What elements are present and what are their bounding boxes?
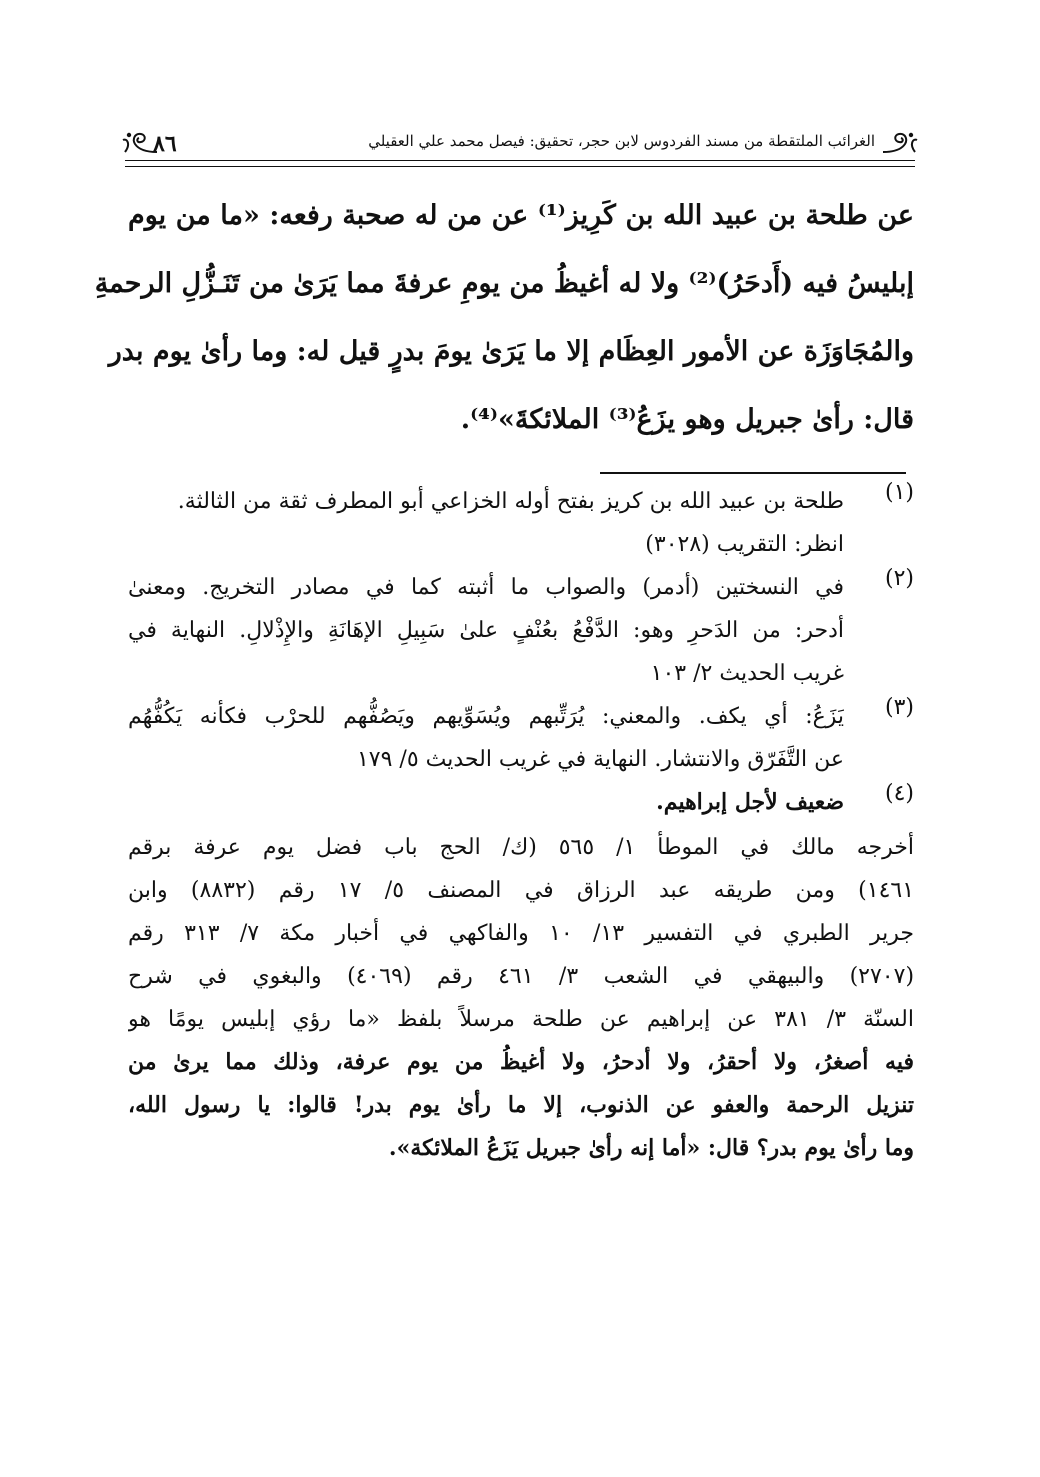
footnote-2 xyxy=(128,566,914,695)
takhrij-paragraph xyxy=(128,826,914,1170)
header-rule xyxy=(125,160,915,167)
footnote-number: (٢) xyxy=(884,566,914,591)
footnote-number: (٤) xyxy=(884,781,914,806)
main-text-line: عن طلحة بن عبيد الله بن كَرِيز⁽¹⁾ عن من له صحبة رفعه: «ما من يوم xyxy=(128,200,914,231)
ornament-icon xyxy=(879,130,919,156)
footnote-line: انظر: التقريب (٣٠٢٨) xyxy=(645,532,844,557)
takhrij-line: (٢٧٠٧) والبيهقي في الشعب ٣/ ٤٦١ رقم (٤٠٦٩) والبغوي في شرح xyxy=(128,964,914,989)
footnote-line: طلحة بن عبيد الله بن كريز بفتح أوله الخزاعي أبو المطرف ثقة من الثالثة. xyxy=(177,489,844,514)
takhrij-line: ١٤٦١) ومن طريقه عبد الرزاق في المصنف ٥/ ١٧ رقم (٨٨٣٢) وابن xyxy=(128,878,914,903)
running-header xyxy=(125,128,915,168)
footnote-line: يَزَعُ: أي يكف. والمعني: يُرَتِّبهم ويُسَوِّيهم ويَصُفُّهم للحرْب فكأنه يَكُفُّهُم xyxy=(128,704,844,729)
takhrij-line: فيه أصغرُ، ولا أحقرُ، ولا أدحرُ، ولا أغيظُ من يوم عرفة، وذلك مما يرىٰ من xyxy=(128,1049,914,1075)
main-text-line: والمُجَاوَزَة عن الأمور العِظَام إلا ما يَرَىٰ يومَ بدرٍ قيل له: وما رأىٰ يوم بدر xyxy=(108,336,914,367)
footnote-line: ضعيف لأجل إبراهيم. xyxy=(656,789,844,815)
footnote-1 xyxy=(128,480,914,566)
main-text-line: إبليسُ فيه (أَدحَرُ)⁽²⁾ ولا له أغيظُ من يومِ عرفةَ مما يَرَىٰ من تَنَـزُّلِ الرحمةِ xyxy=(94,268,914,299)
footnote-number: (١) xyxy=(884,480,914,505)
footnote-3 xyxy=(128,695,914,781)
takhrij-line: السنّة ٣/ ٣٨١ عن إبراهيم عن طلحة مرسلاً بلفظ «ما رؤي إبليس يومًا هو xyxy=(128,1007,914,1032)
takhrij-line: جرير الطبري في التفسير ١٣/ ١٠ والفاكهي في أخبار مكة ٧/ ٣١٣ رقم xyxy=(128,921,914,946)
footnote-number: (٣) xyxy=(884,695,914,720)
footnote-line: غريب الحديث ٢/ ١٠٣ xyxy=(650,661,844,686)
footnote-4 xyxy=(128,781,914,824)
takhrij-line: وما رأىٰ يوم بدر؟ قال: «أما إنه رأىٰ جبريل يَزَعُ الملائكة». xyxy=(388,1135,914,1161)
footnote-line: عن التَّفَرّق والانتشار. النهاية في غريب الحديث ٥/ ١٧٩ xyxy=(356,747,844,772)
footnotes xyxy=(128,480,914,1170)
takhrij-line: تنزيل الرحمة والعفو عن الذنوب، إلا ما رأىٰ يوم بدر! قالوا: يا رسول الله، xyxy=(128,1092,914,1118)
main-text-line: قال: رأىٰ جبريل وهو يزَعُ⁽³⁾ الملائكةَ»⁽⁴⁾. xyxy=(460,404,914,435)
footnote-line: أدحر: من الدَحرِ وهو: الدَّفْعُ بعُنْفٍ علىٰ سَبِيلِ الإهَانَةِ والإِذْلالِ. النهاية في xyxy=(128,618,844,643)
footnote-separator xyxy=(600,472,906,474)
main-text xyxy=(94,182,914,454)
running-title: الغرائب الملتقطة من مسند الفردوس لابن حجر، تحقيق: فيصل محمد علي العقيلي xyxy=(368,132,875,150)
footnote-line: في النسختين (أدمر) والصواب ما أثبته كما في مصادر التخريج. ومعنىٰ xyxy=(128,575,844,600)
takhrij-line: أخرجه مالك في الموطأ ١/ ٥٦٥ (ك/ الحج باب فضل يوم عرفة برقم xyxy=(128,835,914,860)
page-number: ٨٦ xyxy=(153,131,177,157)
